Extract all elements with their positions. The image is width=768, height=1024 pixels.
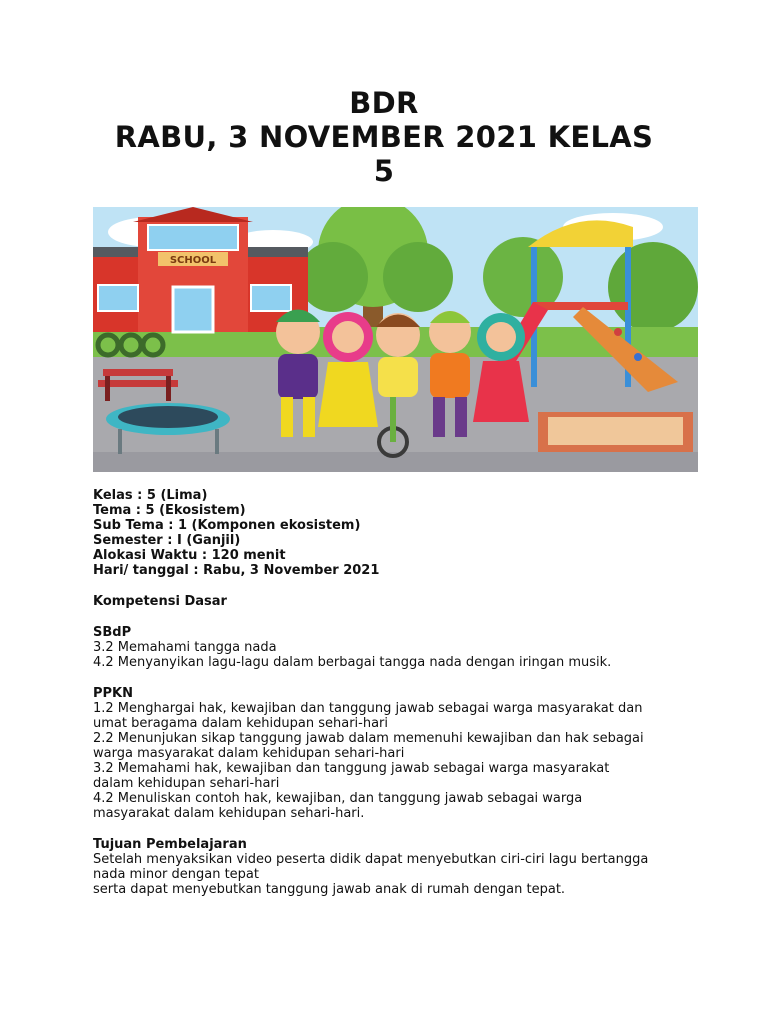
info-tema: Tema : 5 (Ekosistem) (93, 503, 246, 518)
kompetensi-heading: Kompetensi Dasar (93, 594, 227, 609)
climbing-hold (634, 353, 642, 361)
sandbox-sand (548, 417, 683, 445)
school-window (98, 285, 138, 311)
info-kelas: Kelas : 5 (Lima) (93, 488, 208, 503)
info-sub-tema: Sub Tema : 1 (Komponen ekosistem) (93, 518, 361, 533)
tujuan-line: serta dapat menyebutkan tanggung jawab anak di rumah dengan tepat. (93, 882, 566, 897)
tujuan-heading: Tujuan Pembelajaran (93, 837, 247, 852)
ppkn-heading: PPKN (93, 686, 134, 701)
trampoline-leg (118, 429, 122, 454)
bench-leg (166, 376, 171, 401)
info-semester: Semester : I (Ganjil) (93, 533, 241, 548)
tujuan-line: nada minor dengan tepat (93, 867, 259, 882)
ppkn-line: 2.2 Menunjukan sikap tanggung jawab dalam memenuhi kewajiban dan hak sebagai (93, 731, 644, 746)
playground-scene (93, 207, 698, 472)
trampoline-mat (118, 406, 218, 428)
ppkn-line: masyarakat dalam kehidupan sehari-hari. (93, 806, 365, 821)
child-2 (318, 312, 378, 427)
document-body (93, 488, 683, 897)
bench-leg (105, 376, 110, 401)
info-block (93, 488, 683, 578)
climbing-hold (614, 328, 622, 336)
tree-canopy (383, 242, 453, 312)
title-line-2: RABU, 3 NOVEMBER 2021 KELAS (114, 120, 654, 154)
school-window-top (148, 225, 238, 250)
ppkn-line: warga masyarakat dalam kehidupan sehari-hari (93, 746, 405, 761)
sbdp-item: 3.2 Memahami tangga nada (93, 640, 277, 655)
title-line-3: 5 (373, 154, 395, 188)
school-window (251, 285, 291, 311)
title-line-1: BDR (349, 86, 419, 120)
ppkn-line: 1.2 Menghargai hak, kewajiban dan tanggung jawab sebagai warga masyarakat dan (93, 701, 643, 716)
ppkn-line: dalam kehidupan sehari-hari (93, 776, 280, 791)
school-door (173, 287, 213, 332)
slide-platform (533, 302, 628, 310)
sbdp-item: 4.2 Menyanyikan lagu-lagu dalam berbagai tangga nada dengan iringan musik. (93, 655, 612, 670)
page-title (80, 86, 688, 188)
tree-canopy (608, 242, 698, 332)
trampoline-leg (215, 429, 219, 454)
school-playground-illustration (93, 207, 698, 472)
ppkn-line: 3.2 Memahami hak, kewajiban dan tanggung jawab sebagai warga masyarakat (93, 761, 610, 776)
info-alokasi: Alokasi Waktu : 120 menit (93, 548, 286, 563)
school-sign-text: SCHOOL (169, 255, 217, 266)
info-hari: Hari/ tanggal : Rabu, 3 November 2021 (93, 563, 380, 578)
tujuan-line: Setelah menyaksikan video peserta didik dapat menyebutkan ciri-ciri lagu bertangga (93, 852, 649, 867)
ppkn-line: 4.2 Menuliskan contoh hak, kewajiban, dan tanggung jawab sebagai warga (93, 791, 583, 806)
bench-seat (103, 369, 173, 376)
tree-canopy (298, 242, 368, 312)
sbdp-heading: SBdP (93, 625, 132, 640)
ppkn-line: umat beragama dalam kehidupan sehari-hari (93, 716, 389, 731)
